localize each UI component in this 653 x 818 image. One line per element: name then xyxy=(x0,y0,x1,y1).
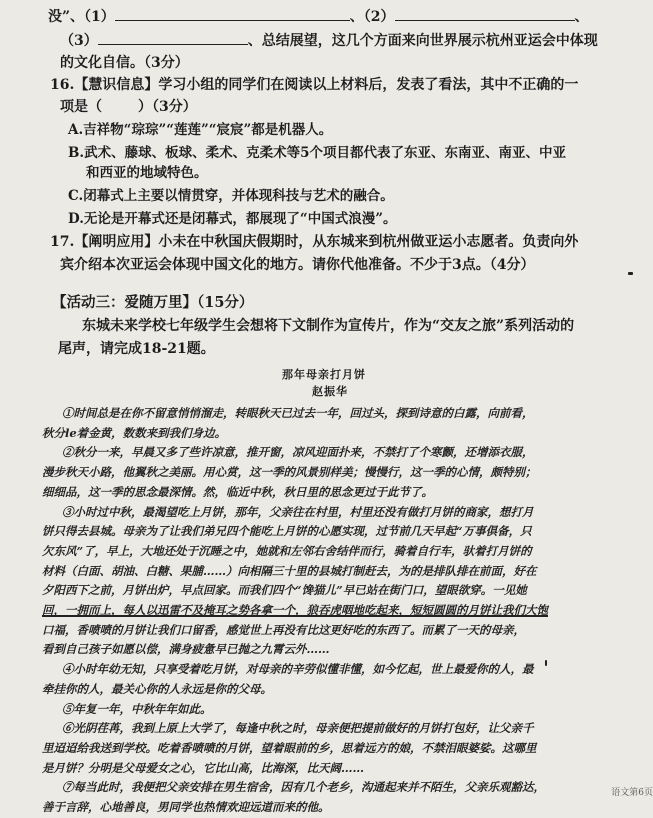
essay-author: 赵振华 xyxy=(312,385,348,398)
ink-speck xyxy=(628,272,633,275)
essay-line-underlined: 回，一拥而上，每人以迅雷不及掩耳之势各拿一个，狼吞虎咽地吃起来，短短圆圆的月饼让我们大饱 xyxy=(42,603,548,618)
answer-blank-1[interactable] xyxy=(115,6,350,21)
essay-line: 欠东风”了，早上，大地还处于沉睡之中，她就和左邻右舍结伴而行，骑着自行车，驮着打月饼的 xyxy=(42,543,532,558)
essay-line: ③小时过中秋，最渴望吃上月饼，那年，父亲往在村里，村里还没有做打月饼的商家，想打月 xyxy=(62,504,534,519)
q16-option-b-line-2: 和西亚的地域特色。 xyxy=(86,165,208,181)
essay-line: 里迢迢给我送到学校。吃着香喷喷的月饼，望着眼前的乡，思着远方的娘，不禁泪眼婆娑。这哪里 xyxy=(42,740,537,755)
activity3-intro-line-1: 东城未来学校七年级学生会想将下文制作为宣传片，作为“交友之旅”系列活动的 xyxy=(82,318,575,334)
q16-option-b-line-1: B.武术、藤球、板球、柔术、克柔术等5个项目都代表了东亚、东南亚、南亚、中亚 xyxy=(68,145,567,161)
essay-line: ②秋分一来，早晨又多了些许凉意，推开窗，凉风迎面扑来，不禁打了个寒颤，还增添衣服， xyxy=(62,445,534,460)
answer-blank-2[interactable] xyxy=(395,6,575,21)
essay-title: 那年母亲打月饼 xyxy=(282,368,366,381)
q16-stem-post: ）（3分） xyxy=(138,99,197,115)
q15-line1-start: 没”、（1） xyxy=(48,9,115,25)
essay-line: 漫步秋天小路，他翼秋之美丽。用心赏，这一季的风景别样美；慢慢行，这一季的心情，颇特别； xyxy=(42,465,537,480)
q15-line-2 xyxy=(60,30,598,51)
essay-line: ①时间总是在你不留意悄悄溜走，转眼秋天已过去一年，回过头，探到诗意的白露，向前看， xyxy=(62,406,534,420)
q17-line-2: 宾介绍本次亚运会体现中国文化的地方。请你代他准备。不少于3点。（4分） xyxy=(60,257,535,273)
answer-blank-3[interactable] xyxy=(98,30,248,45)
activity3-heading: 【活动三：爱随万里】（15分） xyxy=(52,294,254,311)
essay-line: ⑦每当此时，我便把父亲安排在男生宿舍，因有几个老乡，沟通起来并不陌生，父亲乐观豁达， xyxy=(62,780,545,795)
essay-line: 看到自己孩子如愿以偿，满身疲惫早已抛之九霄云外…… xyxy=(42,642,330,657)
q15-line-3: 的文化自信。（3分） xyxy=(60,55,189,71)
ink-speck xyxy=(545,660,547,666)
essay-line: ④小时年幼无知，只享受着吃月饼，对母亲的辛劳似懂非懂，如今忆起，世上最爱你的人，最 xyxy=(62,662,534,677)
q15-line-1 xyxy=(48,6,589,27)
essay-line: 细细品，这一季的思念最深情。然，临近中秋，秋日里的思念更过于此节了。 xyxy=(42,484,433,499)
q15-line1-mid: 、（2） xyxy=(349,9,395,25)
q17-line-1: 17.【阐明应用】小未在中秋国庆假期时，从东城来到杭州做亚运小志愿者。负责向外 xyxy=(50,234,579,250)
q16-stem-line-1: 16.【慧识信息】学习小组的同学们在阅读以上材料后，发表了看法，其中不正确的一 xyxy=(50,77,579,93)
essay-line: 口福，香喷喷的月饼让我们口留香，感觉世上再没有比这更好吃的东西了。而累了一天的母亲， xyxy=(42,622,525,637)
q16-stem-pre: 项是（ xyxy=(60,99,102,115)
essay-line: 是月饼？分明是父母爱女之心，它比山高，比海深，比天阔…… xyxy=(42,760,364,775)
essay-line: 牵挂你的人，最关心你的人永远是你的父母。 xyxy=(42,681,272,696)
essay-line: ⑤年复一年，中秋年年如此。 xyxy=(62,701,212,716)
essay-line: 秋分le着金黄，数数来到我们身边。 xyxy=(42,425,227,440)
activity3-intro-line-2: 尾声，请完成18-21题。 xyxy=(58,341,215,357)
essay-line: 夕阳西下之前，月饼出炉，早点回家。而我们四个“馋猫儿”早已站在街门口，望眼欲穿。一见她 xyxy=(42,583,527,598)
q15-line2-rest: 、总结展望，这几个方面来向世界展示杭州亚运会中体现 xyxy=(247,33,598,49)
q16-option-a: A.吉祥物“琮琮”“莲莲”“宸宸”都是机器人。 xyxy=(68,122,333,138)
page-corner-label: 语文第6页 xyxy=(611,788,653,798)
essay-line: 饼只得去县城。母亲为了让我们弟兄四个能吃上月饼的心愿实现，过节前几天早起“万事俱备，只 xyxy=(42,524,532,539)
essay-line: ⑥光阴荏苒，我到上原上大学了，每逢中秋之时，母亲便把提前做好的月饼打包好，让父亲千 xyxy=(62,721,534,736)
q16-option-d: D.无论是开幕式还是闭幕式，都展现了“中国式浪漫”。 xyxy=(68,211,397,227)
q15-line1-end: 、 xyxy=(574,9,589,25)
q16-option-c: C.闭幕式上主要以情贯穿，并体现科技与艺术的融合。 xyxy=(68,188,394,204)
essay-body xyxy=(42,404,642,818)
q16-stem-line-2 xyxy=(60,97,197,117)
q15-line2-start: （3） xyxy=(60,33,98,49)
essay-line: 善于言辞，心地善良，男同学也热情欢迎远道而来的他。 xyxy=(42,800,330,815)
essay-line: 材料（白面、胡油、白糖、果脯……）向相隔三十里的县城打制赶去，为的是排队排在前面，好在 xyxy=(42,563,537,578)
